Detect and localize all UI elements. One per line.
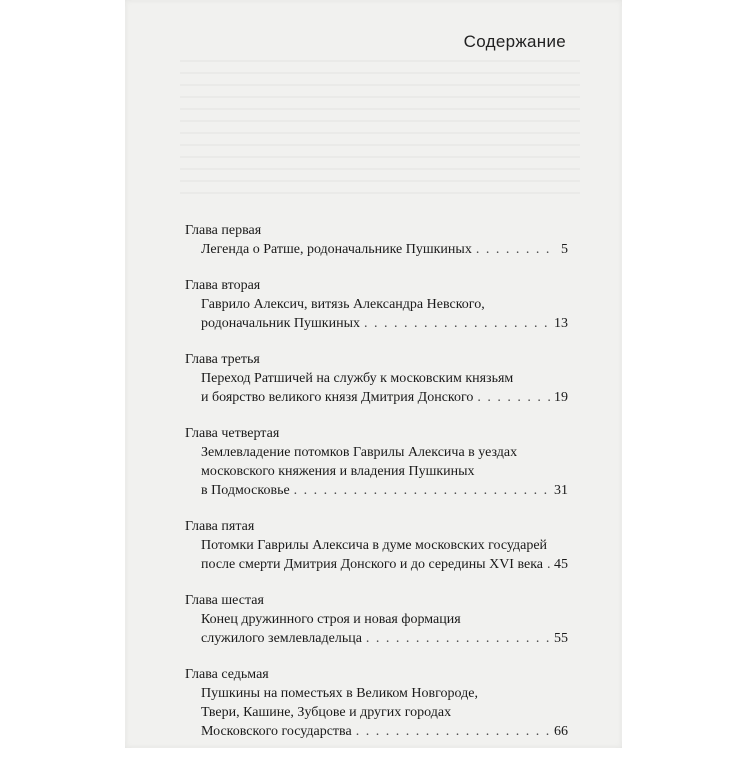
chapter-title-line: родоначальник Пушкиных [201, 316, 360, 331]
chapter-title-line: в Подмосковье [201, 483, 290, 498]
page-number: 55 [554, 631, 568, 646]
chapter-title-line: и боярство великого князя Дмитрия Донского [201, 390, 474, 405]
chapter-title [185, 684, 568, 741]
chapter-title [185, 295, 568, 333]
chapter-title-line: московского княжения и владения Пушкиных [201, 464, 475, 479]
chapter-label: Глава третья [185, 352, 260, 367]
chapter-title [185, 240, 568, 259]
toc-entry-2 [185, 276, 568, 333]
chapter-title-line: Потомки Гаврилы Алексича в думе московских государей [201, 538, 548, 553]
page-number: 13 [554, 316, 568, 331]
table-of-contents [185, 221, 568, 758]
chapter-title-line: Гаврило Алексич, витязь Александра Невского, [201, 297, 485, 312]
chapter-title-line: Московского государства [201, 724, 352, 739]
toc-entry-6 [185, 591, 568, 648]
chapter-title [185, 443, 568, 500]
chapter-title-line: Твери, Кашине, Зубцове и других городах [201, 705, 452, 720]
dot-leader [366, 629, 550, 648]
dot-leader [356, 722, 550, 741]
page-number: 31 [554, 483, 568, 498]
book-page [125, 0, 622, 748]
page-number: 45 [554, 557, 568, 572]
page-number: 5 [561, 242, 568, 257]
chapter-title-line: Конец дружинного строя и новая формация [201, 612, 461, 627]
chapter-label: Глава седьмая [185, 667, 269, 682]
dot-leader [294, 481, 550, 500]
page-number: 19 [554, 390, 568, 405]
page-number: 66 [554, 724, 568, 739]
show-through-texture [180, 60, 580, 200]
toc-entry-5 [185, 517, 568, 574]
chapter-title-line: Легенда о Ратше, родоначальнике Пушкиных [201, 242, 472, 257]
chapter-label: Глава шестая [185, 593, 264, 608]
toc-entry-4 [185, 424, 568, 500]
dot-leader [477, 388, 550, 407]
chapter-label: Глава пятая [185, 519, 255, 534]
chapter-title-line: Переход Ратшичей на службу к московским князьям [201, 371, 514, 386]
toc-entry-7 [185, 665, 568, 741]
chapter-label: Глава первая [185, 223, 262, 238]
dot-leader [547, 555, 550, 574]
chapter-label: Глава четвертая [185, 426, 280, 441]
page-header-title: Содержание [463, 32, 566, 51]
toc-entry-1 [185, 221, 568, 259]
chapter-title-line: после смерти Дмитрия Донского и до середины XVI века [201, 557, 544, 572]
dot-leader [364, 314, 550, 333]
chapter-label: Глава вторая [185, 278, 261, 293]
chapter-title-line: Пушкины на поместьях в Великом Новгороде, [201, 686, 478, 701]
dot-leader [476, 240, 550, 259]
chapter-title-line: служилого землевладельца [201, 631, 362, 646]
chapter-title [185, 369, 568, 407]
chapter-title [185, 610, 568, 648]
chapter-title [185, 536, 568, 574]
toc-entry-3 [185, 350, 568, 407]
chapter-title-line: Землевладение потомков Гаврилы Алексича в уездах [201, 445, 518, 460]
